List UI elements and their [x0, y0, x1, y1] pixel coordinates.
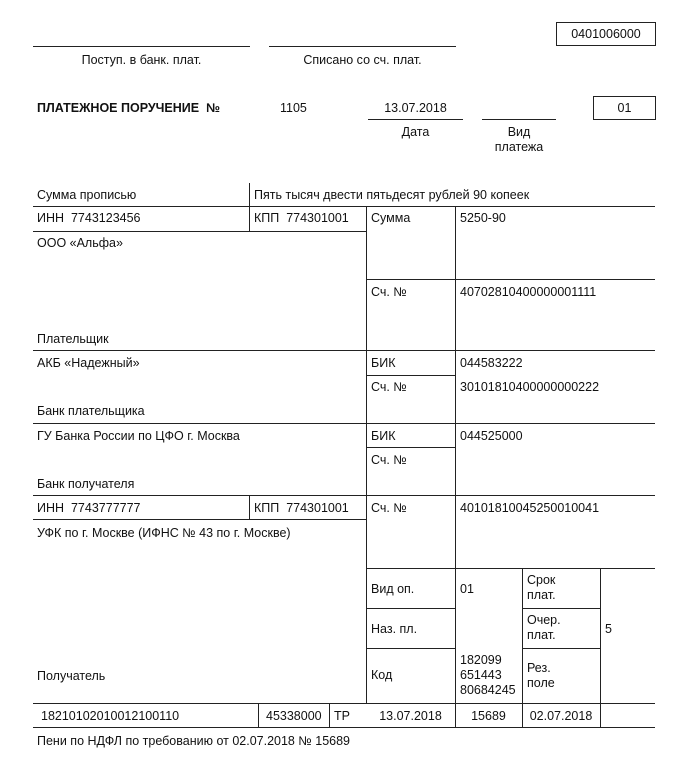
- payment-type-line: [482, 119, 556, 120]
- payer-account-label: Сч. №: [371, 285, 407, 299]
- payer-inn: ИНН 7743123456: [37, 211, 141, 225]
- row-divider: [33, 350, 655, 351]
- tax-basis: ТР: [334, 709, 350, 723]
- row-divider: [33, 727, 655, 728]
- col-divider: [258, 703, 259, 727]
- debited-label: Списано со сч. плат.: [303, 53, 422, 67]
- received-line: [33, 46, 250, 47]
- status-code: 01: [617, 101, 632, 115]
- recipient-label: Получатель: [37, 669, 106, 683]
- order-label: [527, 613, 561, 643]
- payment-order-value: 5: [605, 622, 612, 636]
- page-title: ПЛАТЕЖНОЕ ПОРУЧЕНИЕ №: [37, 101, 220, 115]
- code-line: 651443: [460, 668, 502, 682]
- payer-name: ООО «Альфа»: [37, 236, 123, 250]
- tax-kbk: 18210102010012100110: [41, 709, 180, 723]
- row-divider: [367, 608, 455, 609]
- payer-bank-account: 30101810400000000222: [460, 380, 600, 394]
- payment-type-label: Вид платежа: [494, 125, 544, 154]
- document-number: 1105: [280, 101, 307, 115]
- row-divider: [367, 447, 455, 448]
- recipient-bank-bik-label: БИК: [371, 429, 396, 443]
- purpose-label: Наз. пл.: [371, 622, 418, 636]
- term-label: [527, 573, 556, 603]
- row-divider: [367, 568, 655, 569]
- recipient-inn: ИНН 7743777777: [37, 501, 141, 515]
- row-divider: [522, 608, 600, 609]
- tax-doc-date: 02.07.2018: [529, 709, 593, 723]
- tax-oktmo: 45338000: [266, 709, 322, 723]
- col-divider: [329, 703, 330, 727]
- sum-value: 5250-90: [460, 211, 506, 225]
- payer-bank-account-label: Сч. №: [371, 380, 407, 394]
- row-divider: [33, 703, 655, 704]
- term-label-line2: плат.: [527, 588, 556, 602]
- recipient-bank-account-label: Сч. №: [371, 453, 407, 467]
- order-label-line1: Очер.: [527, 613, 561, 627]
- recipient-account: 40101810045250010041: [460, 501, 600, 515]
- col-divider: [455, 206, 456, 727]
- payer-bank-name: АКБ «Надежный»: [37, 356, 140, 370]
- tax-doc-number: 15689: [471, 709, 506, 723]
- col-divider: [249, 183, 250, 206]
- payment-purpose: Пени по НДФЛ по требованию от 02.07.2018 № 15689: [37, 734, 351, 748]
- recipient-account-label: Сч. №: [371, 501, 407, 515]
- received-label: Поступ. в банк. плат.: [81, 53, 202, 67]
- operation-type-label: Вид оп.: [371, 582, 415, 596]
- debited-line: [269, 46, 456, 47]
- recipient-bank-name: ГУ Банка России по ЦФО г. Москва: [37, 429, 240, 443]
- row-divider: [367, 375, 455, 376]
- recipient-bank-bik: 044525000: [460, 429, 523, 443]
- code-value: [460, 653, 516, 698]
- amount-words-label: Сумма прописью: [37, 188, 137, 202]
- payer-kpp: КПП 774301001: [254, 211, 349, 225]
- reserve-label: [527, 661, 555, 691]
- form-code-box: [556, 22, 656, 46]
- payer-bank-bik-label: БИК: [371, 356, 396, 370]
- term-label-line1: Срок: [527, 573, 556, 587]
- reserve-label-line1: Рез.: [527, 661, 551, 675]
- row-divider: [33, 519, 366, 520]
- recipient-bank-label: Банк получателя: [37, 477, 135, 491]
- tax-period: 13.07.2018: [379, 709, 442, 723]
- date-label: Дата: [401, 125, 430, 139]
- row-divider: [367, 648, 455, 649]
- row-divider: [33, 231, 366, 232]
- amount-words: Пять тысяч двести пятьдесят рублей 90 копеек: [254, 188, 530, 202]
- row-divider: [522, 648, 600, 649]
- col-divider: [522, 568, 523, 727]
- date-line: [368, 119, 463, 120]
- payer-account: 40702810400000001111: [460, 285, 597, 299]
- recipient-kpp: КПП 774301001: [254, 501, 349, 515]
- order-label-line2: плат.: [527, 628, 556, 642]
- status-code-box: [593, 96, 656, 120]
- row-divider: [33, 206, 655, 207]
- row-divider: [33, 423, 655, 424]
- code-line: 182099: [460, 653, 502, 667]
- col-divider: [249, 495, 250, 519]
- row-divider: [367, 279, 655, 280]
- document-date: 13.07.2018: [384, 101, 447, 115]
- row-divider: [33, 495, 655, 496]
- code-label: Код: [371, 668, 393, 682]
- reserve-label-line2: поле: [527, 676, 555, 690]
- col-divider: [366, 206, 367, 703]
- col-divider: [600, 568, 601, 727]
- col-divider: [249, 206, 250, 231]
- payer-bank-label: Банк плательщика: [37, 404, 145, 418]
- code-line: 80684245: [460, 683, 516, 697]
- payer-label: Плательщик: [37, 332, 109, 346]
- operation-type: 01: [460, 582, 474, 596]
- recipient-name: УФК по г. Москве (ИФНС № 43 по г. Москве): [37, 526, 291, 540]
- form-code: 0401006000: [571, 27, 641, 41]
- payer-bank-bik: 044583222: [460, 356, 523, 370]
- sum-label: Сумма: [371, 211, 411, 225]
